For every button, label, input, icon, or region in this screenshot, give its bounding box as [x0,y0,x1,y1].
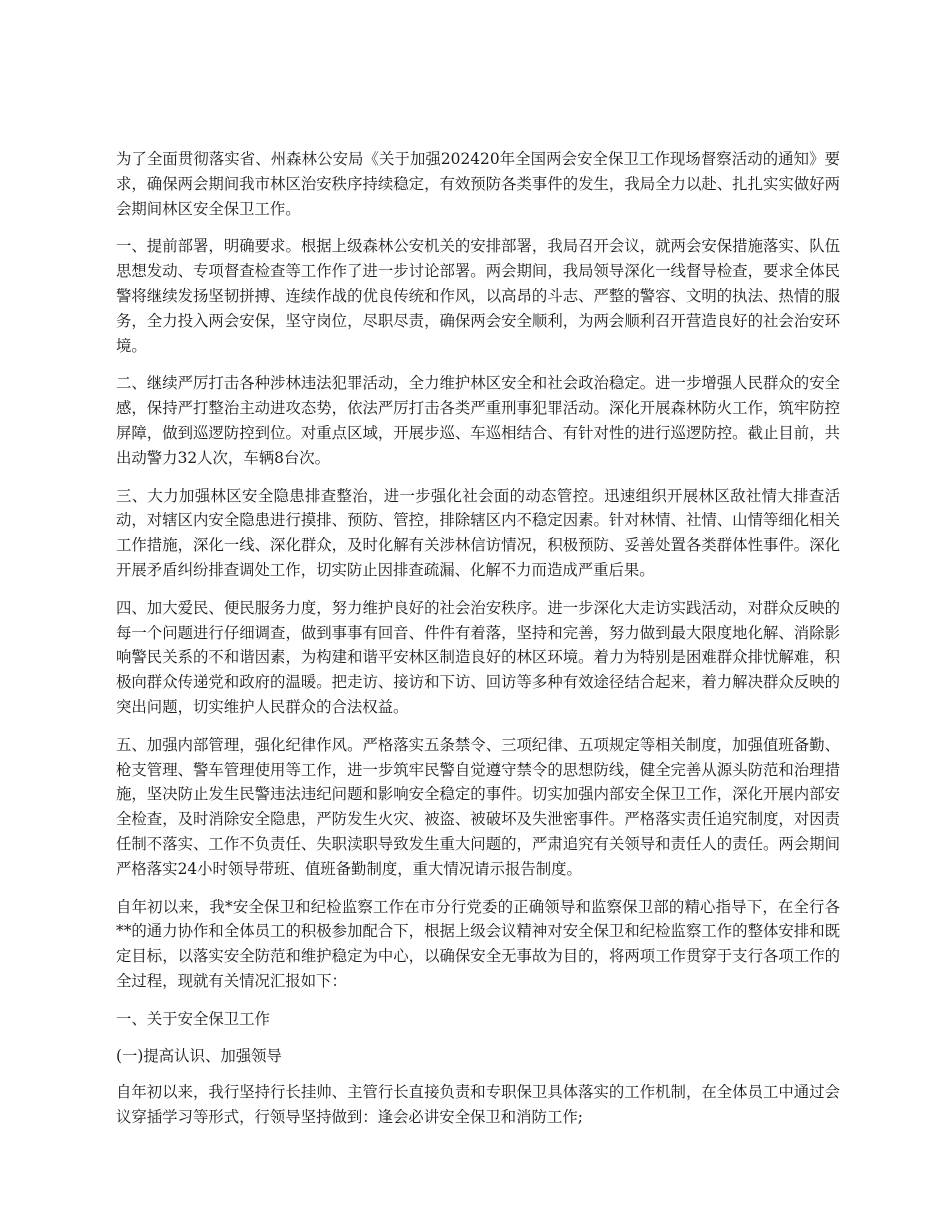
section-5-paragraph: 五、加强内部管理，强化纪律作风。严格落实五条禁令、三项纪律、五项规定等相关制度，加强值班备勤、枪支管理、警车管理使用等工作，进一步筑牢民警自觉遵守禁令的思想防线，健全完善从源头防范和治理措施，坚决防止发生民警违法违纪问题和影响安全稳定的事件。切实加强内部安全保卫工作，深化开展内部安全检查，及时消除安全隐患，严防发生火灾、被盗、被破坏及失泄密事件。严格落实责任追究制度，对因责任制不落实、工作不负责任、失职渎职导致发生重大问题的，严肃追究有关领导和责任人的责任。两会期间严格落实24小时领导带班、值班备勤制度，重大情况请示报告制度。 [116,735,840,878]
leadership-paragraph: 自年初以来，我行坚持行长挂帅、主管行长直接负责和专职保卫具体落实的工作机制，在全体员工中通过会议穿插学习等形式，行领导坚持做到：逢会必讲安全保卫和消防工作; [116,1083,840,1127]
section-3-paragraph: 三、大力加强林区安全隐患排查整治，进一步强化社会面的动态管控。迅速组织开展林区敌社情大排查活动，对辖区内安全隐患进行摸排、预防、管控，排除辖区内不稳定因素。针对林情、社情、山情等细化相关工作措施，深化一线、深化群众，及时化解有关涉林信访情况，积极预防、妥善处置各类群体性事件。深化开展矛盾纠纷排查调处工作，切实防止因排查疏漏、化解不力而造成严重后果。 [116,486,840,579]
document-body [116,147,840,1143]
subsection-heading: (一)提高认识、加强领导 [116,1046,282,1065]
section-4-paragraph: 四、加大爱民、便民服务力度，努力维护良好的社会治安秩序。进一步深化大走访实践活动，对群众反映的每一个问题进行仔细调查，做到事事有回音、件件有着落，坚持和完善，努力做到最大限度地化解、消除影响警民关系的不和谐因素，为构建和谐平安林区制造良好的林区环境。着力为特别是困难群众排忧解难，积极向群众传递党和政府的温暖。把走访、接访和下访、回访等多种有效途径结合起来，着力解决群众反映的突出问题，切实维护人民群众的合法权益。 [116,598,840,716]
section-1-paragraph: 一、提前部署，明确要求。根据上级森林公安机关的安排部署，我局召开会议，就两会安保措施落实、队伍思想发动、专项督查检查等工作作了进一步讨论部署。两会期间，我局领导深化一线督导检查，要求全体民警将继续发扬坚韧拼搏、连续作战的优良传统和作风，以高昂的斗志、严整的警容、文明的执法、热情的服务，全力投入两会安保，坚守岗位，尽职尽责，确保两会安全顺利，为两会顺利召开营造良好的社会治安环境。 [116,237,840,355]
section-2-paragraph: 二、继续严厉打击各种涉林违法犯罪活动，全力维护林区安全和社会政治稳定。进一步增强人民群众的安全感，保持严打整治主动进攻态势，依法严厉打击各类严重刑事犯罪活动。深化开展森林防火工作，筑牢防控屏障，做到巡逻防控到位。对重点区域，开展步巡、车巡相结合、有针对性的进行巡逻防控。截止目前，共出动警力32人次，车辆8台次。 [116,374,840,467]
security-work-heading: 一、关于安全保卫工作 [116,1009,270,1028]
intro-paragraph: 为了全面贯彻落实省、州森林公安局《关于加强202420年全国两会安全保卫工作现场督察活动的通知》要求，确保两会期间我市林区治安秩序持续稳定，有效预防各类事件的发生，我局全力以赴、扎扎实实做好两会期间林区安全保卫工作。 [116,150,840,218]
report-intro-paragraph: 自年初以来，我*安全保卫和纪检监察工作在市分行党委的正确领导和监察保卫部的精心指导下，在全行各**的通力协作和全体员工的积极参加配合下，根据上级会议精神对安全保卫和纪检监察工作的整体安排和既定目标，以落实安全防范和维护稳定为中心，以确保安全无事故为目的，将两项工作贯穿于支行各项工作的全过程，现就有关情况汇报如下： [116,897,840,990]
